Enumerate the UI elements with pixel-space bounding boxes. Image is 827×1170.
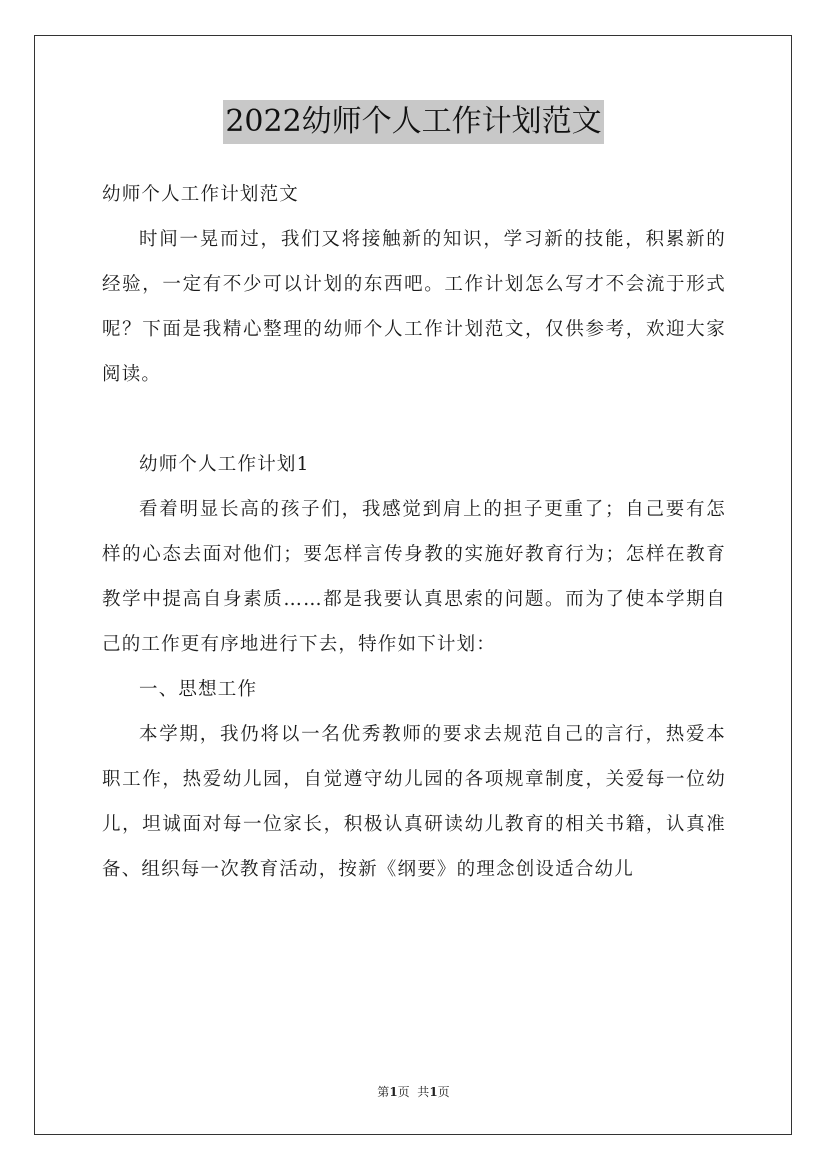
document-title-text: 2022幼师个人工作计划范文 bbox=[223, 100, 603, 144]
section-heading: 幼师个人工作计划1 bbox=[139, 454, 310, 475]
document-title bbox=[0, 100, 827, 144]
intro-paragraph: 时间一晃而过，我们又将接触新的知识，学习新的技能，积累新的经验，一定有不少可以计划的东西吧。工作计划怎么写才不会流于形式呢？下面是我精心整理的幼师个人工作计划范文，仅供参考，欢迎大家阅读。 bbox=[102, 229, 726, 385]
section-paragraph-2: 本学期，我仍将以一名优秀教师的要求去规范自己的言行，热爱本职工作，热爱幼儿园，自觉遵守幼儿园的各项规章制度，关爱每一位幼儿，坦诚面对每一位家长，积极认真研读幼儿教育的相关书籍，认真准备、组织每一次教育活动，按新《纲要》的理念创设适合幼儿 bbox=[102, 724, 726, 880]
footer-page-total: 1 bbox=[429, 1085, 438, 1099]
document-body bbox=[102, 172, 726, 892]
footer-prefix: 第 bbox=[377, 1085, 390, 1099]
page-footer bbox=[0, 1083, 827, 1100]
footer-suffix: 页 bbox=[437, 1085, 450, 1099]
paragraph-gap bbox=[102, 397, 726, 442]
footer-mid: 页 共 bbox=[397, 1085, 430, 1099]
footer-page-number: 1 bbox=[389, 1085, 398, 1099]
document-subtitle: 幼师个人工作计划范文 bbox=[102, 184, 300, 205]
subheading-ideology: 一、思想工作 bbox=[139, 679, 258, 700]
section-paragraph-1: 看着明显长高的孩子们，我感觉到肩上的担子更重了；自己要有怎样的心态去面对他们；要怎样言传身教的实施好教育行为；怎样在教育教学中提高自身素质……都是我要认真思索的问题。而为了使本学期自己的工作更有序地进行下去，特作如下计划： bbox=[102, 499, 726, 655]
